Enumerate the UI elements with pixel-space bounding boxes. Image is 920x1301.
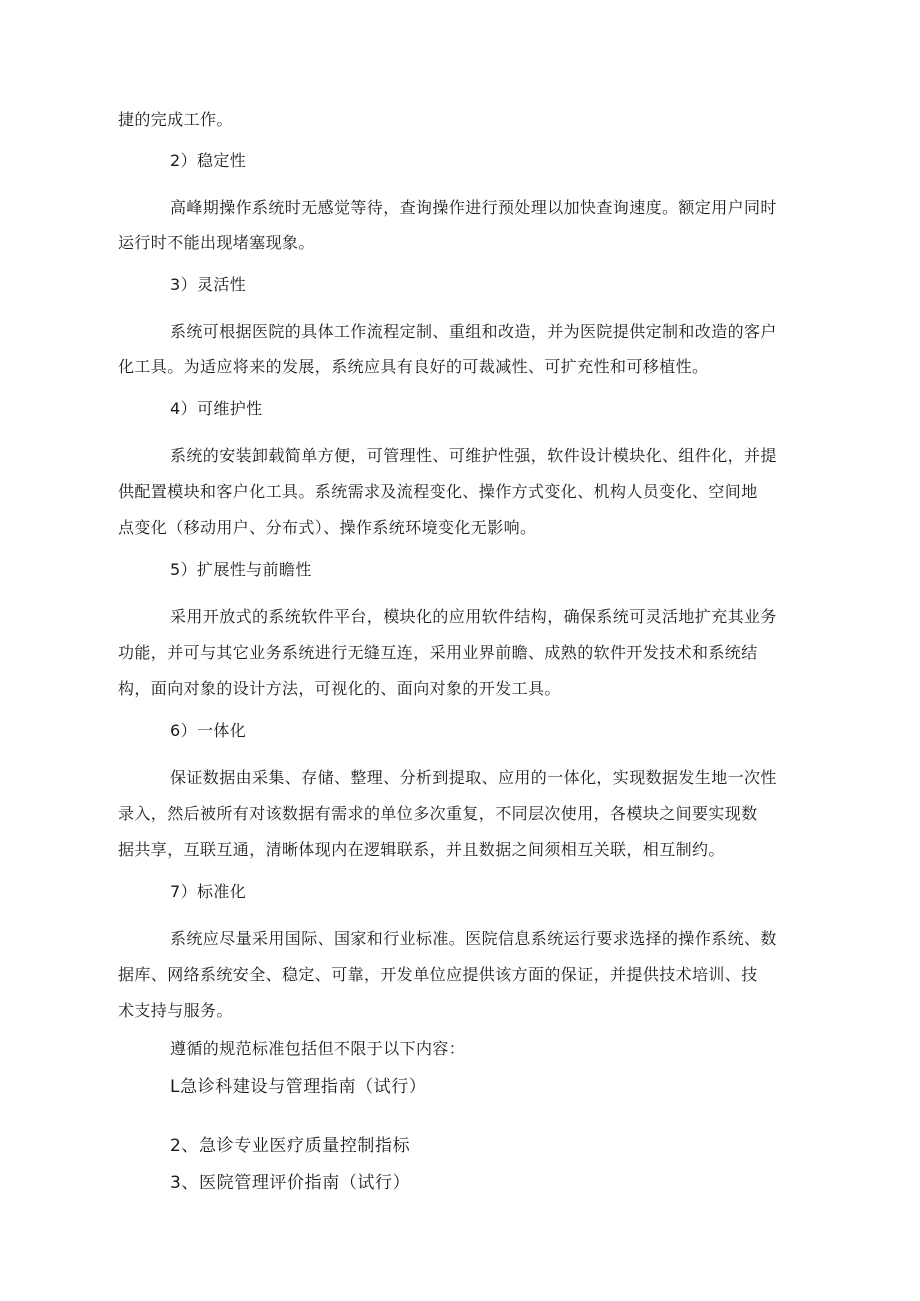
paragraph-line: 化工具。为适应将来的发展，系统应具有良好的可裁减性、可扩充性和可移植性。: [118, 357, 709, 376]
paragraph-line: 系统应尽量采用国际、国家和行业标准。医院信息系统运行要求选择的操作系统、数: [170, 929, 777, 948]
paragraph-line: 高峰期操作系统时无感觉等待，查询操作进行预处理以加快查询速度。额定用户同时: [170, 198, 777, 217]
paragraph-line: 捷的完成工作。: [118, 110, 233, 129]
paragraph-line: 系统可根据医院的具体工作流程定制、重组和改造，并为医院提供定制和改造的客户: [170, 322, 777, 341]
section-heading: 6）一体化: [170, 721, 247, 740]
paragraph-line: 保证数据由采集、存储、整理、分析到提取、应用的一体化，实现数据发生地一次性: [170, 768, 777, 787]
paragraph-line: 系统的安装卸载简单方便，可管理性、可维护性强，软件设计模块化、组件化，并提: [170, 446, 777, 465]
section-heading: 2）稳定性: [170, 151, 247, 170]
paragraph-line: 录入，然后被所有对该数据有需求的单位多次重复，不同层次使用，各模块之间要实现数: [118, 804, 758, 823]
section-heading: 5）扩展性与前瞻性: [170, 560, 312, 579]
paragraph-line: 运行时不能出现堵塞现象。: [118, 233, 315, 252]
reference-item: L急诊科建设与管理指南（试行）: [170, 1077, 427, 1097]
reference-item: 3、医院管理评价指南（试行）: [170, 1173, 411, 1193]
paragraph-line: 采用开放式的系统软件平台，模块化的应用软件结构，确保系统可灵活地扩充其业务: [170, 607, 777, 626]
reference-item: 2、急诊专业医疗质量控制指标: [170, 1136, 411, 1156]
paragraph-line: 构，面向对象的设计方法，可视化的、面向对象的开发工具。: [118, 679, 561, 698]
section-heading: 3）灵活性: [170, 275, 247, 294]
section-heading: 4）可维护性: [170, 399, 263, 418]
section-heading: 7）标准化: [170, 882, 247, 901]
paragraph-line: 据库、网络系统安全、稳定、可靠，开发单位应提供该方面的保证，并提供技术培训、技: [118, 965, 758, 984]
paragraph-line: 术支持与服务。: [118, 1001, 233, 1020]
paragraph-line: 点变化（移动用户、分布式）、操作系统环境变化无影响。: [118, 518, 537, 537]
paragraph-line: 功能，并可与其它业务系统进行无缝互连，采用业界前瞻、成熟的软件开发技术和系统结: [118, 643, 758, 662]
paragraph-line: 供配置模块和客户化工具。系统需求及流程变化、操作方式变化、机构人员变化、空间地: [118, 482, 758, 501]
paragraph-line: 遵循的规范标准包括但不限于以下内容：: [170, 1039, 466, 1058]
paragraph-line: 据共享，互联互通，清晰体现内在逻辑联系，并且数据之间须相互关联，相互制约。: [118, 840, 725, 859]
